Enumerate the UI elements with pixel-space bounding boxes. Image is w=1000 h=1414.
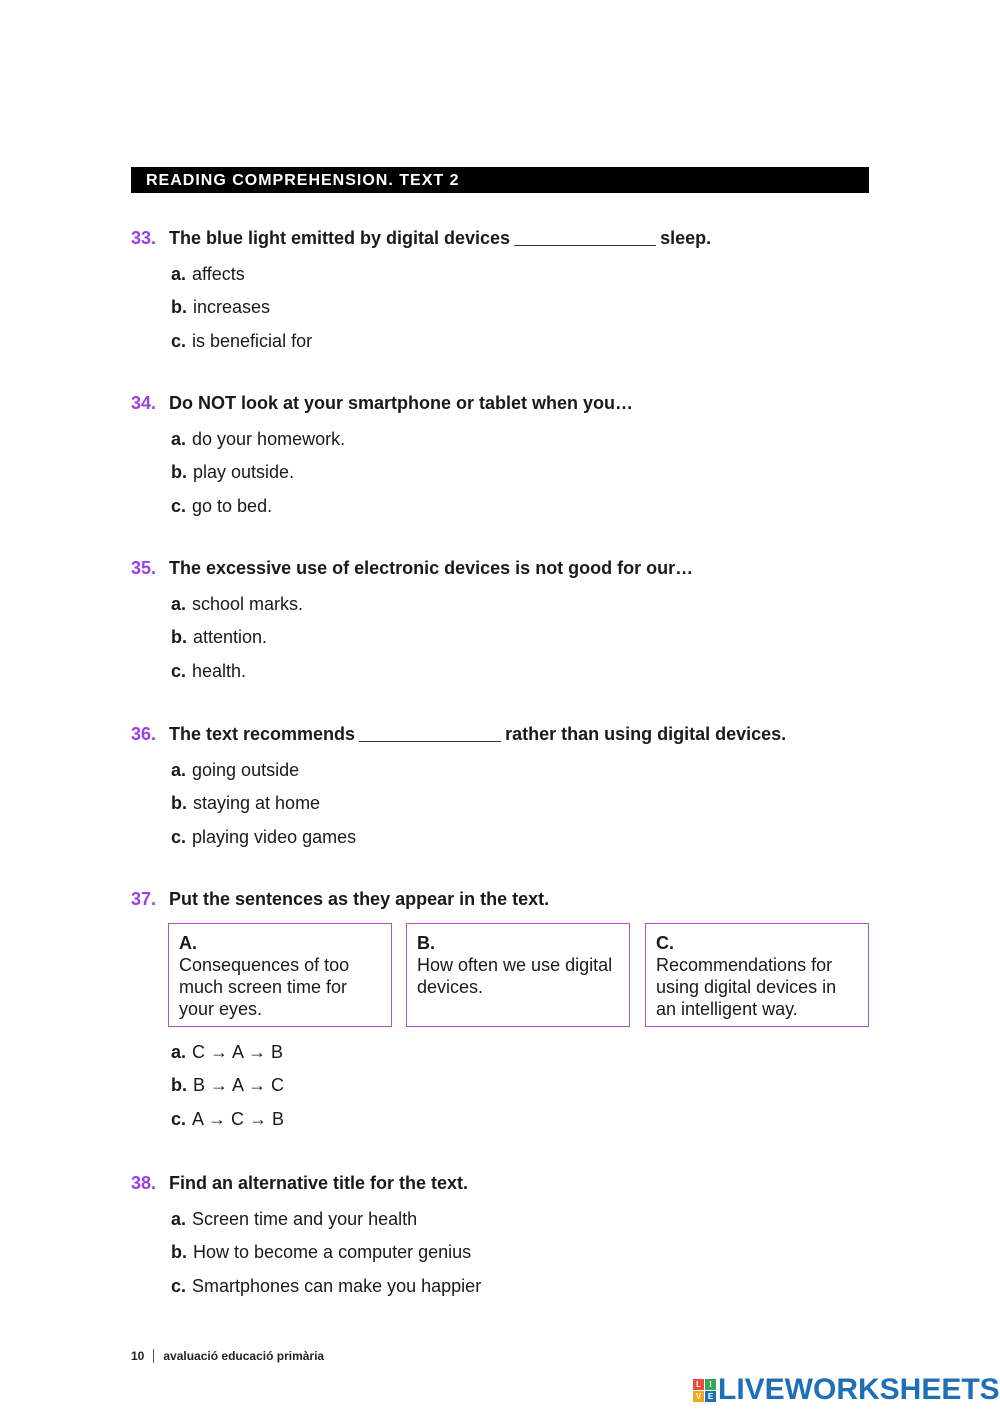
question-text: 37. Put the sentences as they appear in the text. [131,889,550,909]
option-b[interactable]: b. B → A → C [171,1075,285,1096]
question-33 [131,227,891,363]
question-38 [131,1172,891,1308]
question-36 [131,723,891,859]
question-number: 38. [131,1173,157,1193]
section-title-bar [131,167,869,193]
option-b[interactable]: b. play outside. [171,462,295,483]
liveworksheets-logo [693,1374,1000,1406]
question-number: 34. [131,393,157,413]
sentence-box-b: B. How often we use digital devices. [406,923,630,1027]
option-a[interactable]: a. Screen time and your health [171,1209,418,1229]
sentence-box-a: A. Consequences of too much screen time for your eyes. [168,923,392,1027]
question-text: 33. The blue light emitted by digital devices sleep. [131,228,712,248]
question-35 [131,557,891,693]
options-list [131,263,891,363]
page-footer [131,1349,324,1363]
answer-blank[interactable] [514,245,656,246]
liveworksheets-icon: L I V E [693,1379,716,1402]
question-number: 36. [131,724,157,744]
option-c[interactable]: c. Smartphones can make you happier [171,1275,482,1296]
question-number: 35. [131,558,157,578]
option-a[interactable]: a. do your homework. [171,429,346,449]
options-list [131,759,891,859]
option-a[interactable]: a. C → A → B [171,1042,284,1062]
logo-text: LIVEWORKSHEETS [718,1373,1000,1406]
question-34 [131,392,891,528]
option-a[interactable]: a. school marks. [171,594,304,614]
question-number: 33. [131,228,157,248]
options-list [131,1041,891,1141]
option-a[interactable]: a. affects [171,264,245,284]
option-c[interactable]: c. playing video games [171,826,357,847]
question-text: 36. The text recommends rather than using digital devices. [131,724,787,744]
options-list [131,593,891,693]
sentence-box-c: C. Recommendations for using digital devices in an intelligent way. [645,923,869,1027]
sentence-boxes [168,923,869,1027]
answer-blank[interactable] [359,741,501,742]
option-a[interactable]: a. going outside [171,760,300,780]
option-b[interactable]: b. How to become a computer genius [171,1242,472,1263]
options-list [131,428,891,528]
option-c[interactable]: c. is beneficial for [171,330,313,351]
page-number: 10 [131,1349,145,1363]
footer-divider [153,1349,154,1363]
option-b[interactable]: b. attention. [171,627,268,648]
option-c[interactable]: c. health. [171,660,247,681]
question-37 [131,888,891,1141]
option-c[interactable]: c. A → C → B [171,1108,285,1129]
section-title: READING COMPREHENSION. TEXT 2 [146,172,460,189]
option-b[interactable]: b. increases [171,297,271,318]
option-c[interactable]: c. go to bed. [171,495,273,516]
footer-text: avaluació educació primària [163,1349,325,1363]
option-b[interactable]: b. staying at home [171,793,321,814]
options-list [131,1208,891,1308]
question-text: 34. Do NOT look at your smartphone or tablet when you… [131,393,634,413]
question-text: 38. Find an alternative title for the text. [131,1173,469,1193]
question-text: 35. The excessive use of electronic devices is not good for our… [131,558,694,578]
question-number: 37. [131,889,157,909]
